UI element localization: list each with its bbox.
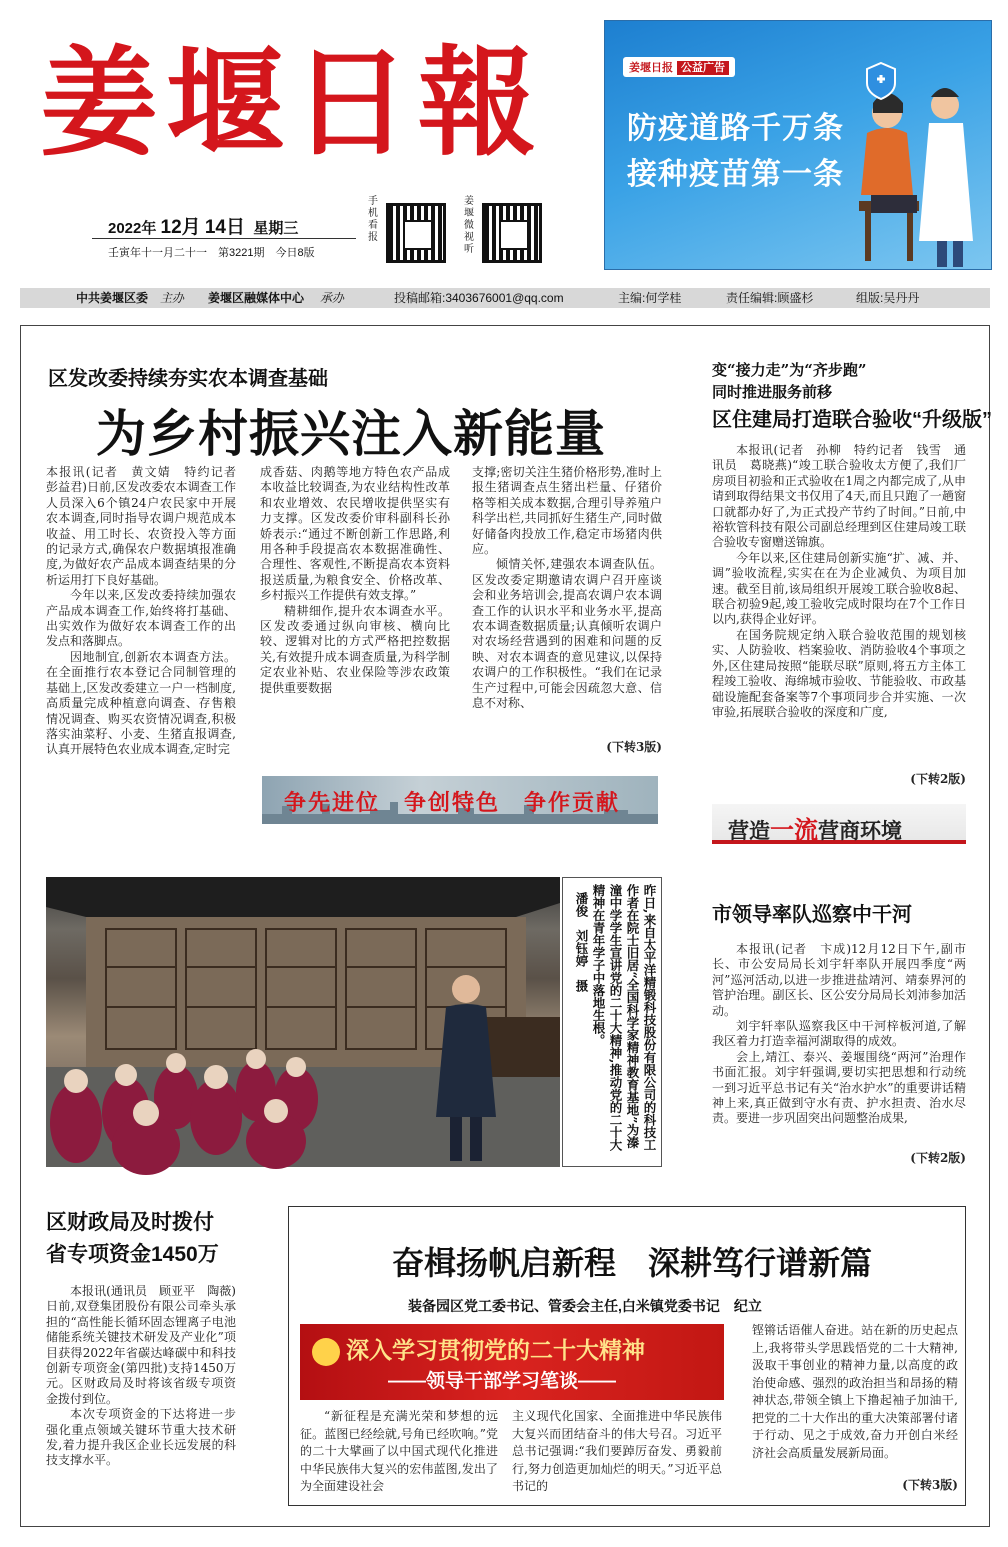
right2-body: 本报讯(记者 卞成)12月12日下午,副市长、市公安局局长刘宇轩率队开展四季度“两河”巡河活动,以进一步推进盐靖河、靖泰界河的管护治理。副区长、区公安分局局长刘沛参加活动。 刘宇轩率队巡察我区中干河梓板河道,了解我区着力打造幸福河湖取得的成效。 会上,靖江、泰兴、姜堰围绕“两河”治理作书面汇报。刘宇轩强调,要切实把思想和行动统一到习近平总书记有关“治水护水”的重要讲话精神上来,真正做到守水有责、护水担责、治水尽责。要进一步巩固突出问题整治成果, — [712, 942, 966, 1126]
essay-column-2: 主义现代化国家、全面推进中华民族伟大复兴而团结奋斗的伟大号召。习近平总书记强调:“我们要踔厉奋发、勇毅前行,努力创造更加灿烂的明天。”习近平总书记的 — [512, 1409, 722, 1493]
right1-kicker-1: 变“接力走”为“齐步跑” — [712, 361, 867, 379]
ad-line-1: 防疫道路千万条 — [627, 112, 844, 145]
qr-label-video: 姜堰微视听 — [464, 196, 474, 255]
party-emblem-icon — [312, 1338, 340, 1366]
qr-code-video[interactable] — [482, 203, 542, 263]
vaccination-illustration — [841, 51, 991, 271]
essay-headline: 奋楫扬帆启新程 深耕笃行谱新篇 — [392, 1245, 873, 1281]
newspaper-masthead: 姜堰日報 — [40, 33, 545, 172]
news-photo[interactable] — [46, 877, 560, 1167]
essay-column-3: 铿锵话语催人奋进。站在新的历史起点上,我将带头学思践悟党的二十大精神,汲取干事创业的精神力量,以高度的政治使命感、强烈的政治担当和昂扬的精神状态,带领全镇上下撸起袖子加油干,把党的二十大作出的重大决策部署付诸于行动、见之于成效,奋力开创白米经济社会高质量发展新局面。 — [752, 1323, 958, 1460]
essay-column-1: “新征程是充满光荣和梦想的远征。蓝图已经绘就,号角已经吹响。”党的二十大擘画了以中国式现代化推进中华民族伟大复兴的宏伟蓝图,发出了为全面建设社会 — [300, 1409, 498, 1493]
right1-body: 本报讯(记者 孙柳 特约记者 钱雪 通讯员 葛晓燕)“竣工联合验收太方便了,我们厂房项目初验和正式验收在1周之内都完成了,从申请到取得结果文书仅用了4天,而且只跑了一趟窗口就都办好了,为正式投产节约了时间。”日前,中裕软管科技有限公司副总经理到区住建局竣工联合验收专窗赠送锦旗。 今年以来,区住建局创新实施“扩、减、并、调”验收流程,实实在在为企业减负、为项目加速。截至目前,该局组织开展竣工联合验收8起、联合初验9起,竣工验收完成时限均在7个工作日以内,获得企业好评。 在国务院规定纳入联合验收范围的规划核实、人防验收、档案验收、消防验收4个事项之外,区住建局按照“能联尽联”原则,将五方主体工程竣工验收、海绵城市验收、节能验收、市政基础设施配套备案等7个事项同步合并实施、一次审验,拓展联合验收的深度和广度, — [712, 443, 966, 719]
date-rule — [92, 238, 356, 239]
right1-continued[interactable]: (下转2版) — [880, 772, 966, 790]
lead-continued[interactable]: (下转3版) — [560, 740, 662, 758]
ad-tag: 姜堰日报 公益广告 — [623, 57, 735, 77]
slogan-banner: 争先进位 争创特色 争作贡献 — [262, 776, 658, 824]
right2-headline: 市领导率队巡察中干河 — [712, 904, 912, 926]
right1-kicker-2: 同时推进服务前移 — [712, 383, 833, 401]
lead-headline: 为乡村振兴注入新能量 — [96, 404, 606, 463]
qr-label-read: 手机看报 — [368, 196, 378, 243]
lead-column-2: 成香菇、肉鹅等地方特色农产品成本收益比较调查,为农业结构性改革和农业增效、农民增收提供坚实有力支撑。区发改委价审科副科长孙娇表示:“通过不断创新工作思路,利用各种手段提高农本数据准确性、合理性、客观性,不断提高农本资料报送质量,为粮食安全、价格改革、乡村振兴工作提供有效支撑。” 精耕细作,提升农本调查水平。区发改委通过纵向审核、横向比较、逻辑对比的方式严格把控数据关,有效提升成本调查质量,为科学制定农业补贴、农业保险等涉农政策提供重要数据 — [260, 465, 450, 695]
photo-caption: 昨日,来自太平洋精锻科技股份有限公司的科技工作者在院士旧居“全国科学家精神教育基地”为溱潼中学学生宣讲党的二十大精神,推动党的二十大精神在青年学子中落地生根。 潘俊 刘钰婷 摄 — [562, 877, 662, 1167]
essay-continued[interactable]: (下转3版) — [868, 1478, 958, 1496]
issue-date: 2022年 12月 14日 星期三 — [108, 217, 299, 238]
business-environment-banner: 营造一流营商环境 — [712, 804, 966, 844]
study-column-banner: 深入学习贯彻党的二十大精神 ——领导干部学习笔谈—— — [300, 1324, 724, 1400]
issue-subline: 壬寅年十一月二十一 第3221期 今日8版 — [108, 247, 315, 259]
ad-line-2: 接种疫苗第一条 — [627, 158, 844, 191]
lead-column-1: 本报讯(记者 黄文婧 特约记者 彭益君)日前,区发改委农本调查工作人员深入6个镇24户农民家中开展农本调查,同时指导农调户规范成本收益、用工时长、农资投入等方面的记录方式,确保农户数据填报准确度,为做好农产品成本调查结果的分析运用打下良好基础。 今年以来,区发改委持续加强农产品成本调查工作,始终将打基础、出实效作为做好农本调查工作的出发点和落脚点。 因地制宜,创新农本调查方法。在全面推行农本登记合同制管理的基础上,区发改委建立一户一档制度,高质量完成种植意向调查、存售粮情况调查、购买农资情况调查,积极落实油菜籽、小麦、生猪直报调查,认真开展特色农业成本调查,定时完 — [46, 465, 249, 757]
finance-body: 本报讯(通讯员 顾亚平 陶薇)日前,双登集团股份有限公司牵头承担的“高性能长循环固态锂离子电池储能系统关键技术研发及产业化”项目获得2022年省碳达峰碳中和科技创新专项资金(第四批)支持1450万元。区财政局及时将该省级专项资金拨付到位。 本次专项资金的下达将进一步强化重点领域关键环节重大技术研发,着力提升我区企业长远发展的科技支撑水平。 — [46, 1284, 236, 1468]
lead-column-3: 支撑;密切关注生猪价格形势,准时上报生猪调查点生猪出栏量、仔猪价格等相关成本数据,合理引导养殖户科学出栏,共同抓好生猪生产,同时做好储备肉投放工作,稳定市场猪肉供应。 倾情关怀,建强农本调查队伍。区发改委定期邀请农调户召开座谈会和业务培训会,提高农调户农本调查工作的认识水平和业务水平,提高农本调查数据质量;认真倾听农调户对农场经营遇到的困难和问题的反映、对农本调查的意见建议,以保持农调户的工作积极性。“我们在记录生产过程中,可能会因疏忽大意、信息不对称、 — [472, 465, 662, 711]
public-service-ad[interactable] — [604, 20, 992, 270]
essay-byline: 装备园区党工委书记、管委会主任,白米镇党委书记 纪立 — [408, 1298, 762, 1314]
courtyard-lecture-photo — [46, 877, 560, 1167]
qr-code-read[interactable] — [386, 203, 446, 263]
right2-continued[interactable]: (下转2版) — [880, 1151, 966, 1169]
right1-headline: 区住建局打造联合验收“升级版” — [712, 409, 992, 431]
masthead-info-bar: 中共姜堰区委 主办 姜堰区融媒体中心 承办 投稿邮箱:3403676001@qq.com 主编:何学桂 责任编辑:顾盛杉 组版:吴丹丹 — [20, 288, 990, 308]
lead-kicker: 区发改委持续夯实农本调查基础 — [48, 368, 328, 390]
finance-headline-2: 省专项资金1450万 — [46, 1243, 219, 1266]
finance-headline-1: 区财政局及时拨付 — [46, 1211, 214, 1234]
